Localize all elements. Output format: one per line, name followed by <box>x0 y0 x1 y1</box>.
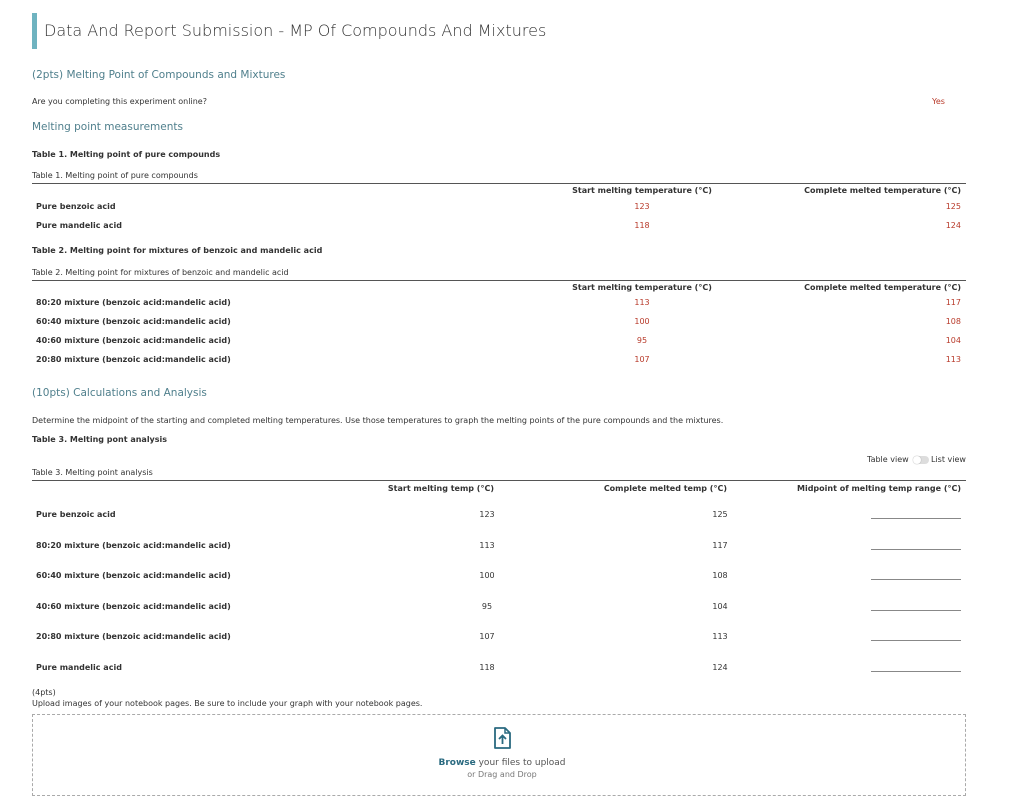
row-label: 80:20 mixture (benzoic acid:mandelic acid) <box>36 298 231 307</box>
midpoint-input[interactable] <box>871 640 961 641</box>
row-label: 40:60 mixture (benzoic acid:mandelic acid) <box>36 602 231 611</box>
drag-drop-text: or Drag and Drop <box>467 770 537 779</box>
table1-col-complete: Complete melted temperature (°C) <box>804 186 961 195</box>
complete-value: 124 <box>712 663 728 672</box>
complete-value: 117 <box>712 541 728 550</box>
midpoint-input[interactable] <box>871 610 961 611</box>
row-label: Pure mandelic acid <box>36 663 122 672</box>
upload-points: (4pts) <box>32 688 56 697</box>
table2-col-start: Start melting temperature (°C) <box>572 283 712 292</box>
complete-value[interactable]: 108 <box>945 317 961 326</box>
row-label: 80:20 mixture (benzoic acid:mandelic acid) <box>36 541 231 550</box>
view-toggle-switch[interactable] <box>913 456 929 464</box>
browse-rest: your files to upload <box>475 758 566 768</box>
start-value[interactable]: 100 <box>634 317 650 326</box>
complete-value[interactable]: 104 <box>945 336 961 345</box>
complete-value[interactable]: 113 <box>945 355 961 364</box>
start-value[interactable]: 123 <box>634 202 650 211</box>
table3-col-start: Start melting temp (°C) <box>387 484 494 493</box>
start-value[interactable]: 113 <box>634 298 650 307</box>
start-value: 118 <box>479 663 495 672</box>
row-label: 60:40 mixture (benzoic acid:mandelic acid) <box>36 571 231 580</box>
start-value: 113 <box>479 541 495 550</box>
section-header-calculations: (10pts) Calculations and Analysis <box>32 387 207 399</box>
section-header-melting-point: (2pts) Melting Point of Compounds and Mixtures <box>32 69 286 81</box>
table2-col-complete: Complete melted temperature (°C) <box>804 283 961 292</box>
midpoint-input[interactable] <box>871 518 961 519</box>
browse-link[interactable]: Browse <box>438 758 476 768</box>
table2-caption: Table 2. Melting point for mixtures of benzoic and mandelic acid <box>32 268 289 277</box>
complete-value: 108 <box>712 571 728 580</box>
row-label: 60:40 mixture (benzoic acid:mandelic acid) <box>36 317 231 326</box>
complete-value[interactable]: 124 <box>945 221 961 230</box>
row-label: Pure benzoic acid <box>36 202 116 211</box>
table2-heading: Table 2. Melting point for mixtures of benzoic and mandelic acid <box>32 246 323 255</box>
table3-col-midpoint: Midpoint of melting temp range (°C) <box>797 484 961 493</box>
table3-caption: Table 3. Melting point analysis <box>32 468 153 477</box>
row-label: 20:80 mixture (benzoic acid:mandelic acid) <box>36 355 231 364</box>
table3-heading: Table 3. Melting pont analysis <box>32 435 168 444</box>
start-value[interactable]: 107 <box>634 355 650 364</box>
browse-line <box>402 758 602 768</box>
calculation-instructions: Determine the midpoint of the starting and completed melting temperatures. Use those temperatures to graph the melting points of the pure compounds and the mixtures. <box>32 416 724 425</box>
title-accent-bar <box>32 13 37 49</box>
start-value[interactable]: 95 <box>636 336 648 345</box>
table1-heading: Table 1. Melting point of pure compounds <box>32 150 221 159</box>
list-view-label[interactable]: List view <box>931 455 966 464</box>
start-value: 107 <box>479 632 495 641</box>
midpoint-input[interactable] <box>871 579 961 580</box>
start-value: 100 <box>479 571 495 580</box>
table1-caption: Table 1. Melting point of pure compounds <box>32 171 198 180</box>
online-question: Are you completing this experiment online? <box>32 97 207 106</box>
complete-value[interactable]: 125 <box>945 202 961 211</box>
row-label: 40:60 mixture (benzoic acid:mandelic acid) <box>36 336 231 345</box>
subheader-measurements: Melting point measurements <box>32 121 183 133</box>
toggle-knob <box>913 456 921 464</box>
row-label: Pure mandelic acid <box>36 221 122 230</box>
start-value[interactable]: 118 <box>634 221 650 230</box>
midpoint-input[interactable] <box>871 549 961 550</box>
midpoint-input[interactable] <box>871 671 961 672</box>
start-value: 123 <box>479 510 495 519</box>
table1-rule <box>32 183 966 184</box>
table3-col-complete: Complete melted temp (°C) <box>603 484 727 493</box>
page-title: Data And Report Submission - MP Of Compounds And Mixtures <box>44 21 547 40</box>
upload-file-icon[interactable] <box>490 726 514 750</box>
table3-rule <box>32 480 966 481</box>
complete-value: 113 <box>712 632 728 641</box>
complete-value: 104 <box>712 602 728 611</box>
complete-value: 125 <box>712 510 728 519</box>
online-answer[interactable]: Yes <box>932 97 945 106</box>
complete-value[interactable]: 117 <box>945 298 961 307</box>
row-label: Pure benzoic acid <box>36 510 116 519</box>
table1-col-start: Start melting temperature (°C) <box>572 186 712 195</box>
upload-instructions: Upload images of your notebook pages. Be sure to include your graph with your notebook pages. <box>32 699 423 708</box>
table-view-label[interactable]: Table view <box>867 455 909 464</box>
start-value: 95 <box>481 602 493 611</box>
table2-rule <box>32 280 966 281</box>
row-label: 20:80 mixture (benzoic acid:mandelic acid) <box>36 632 231 641</box>
